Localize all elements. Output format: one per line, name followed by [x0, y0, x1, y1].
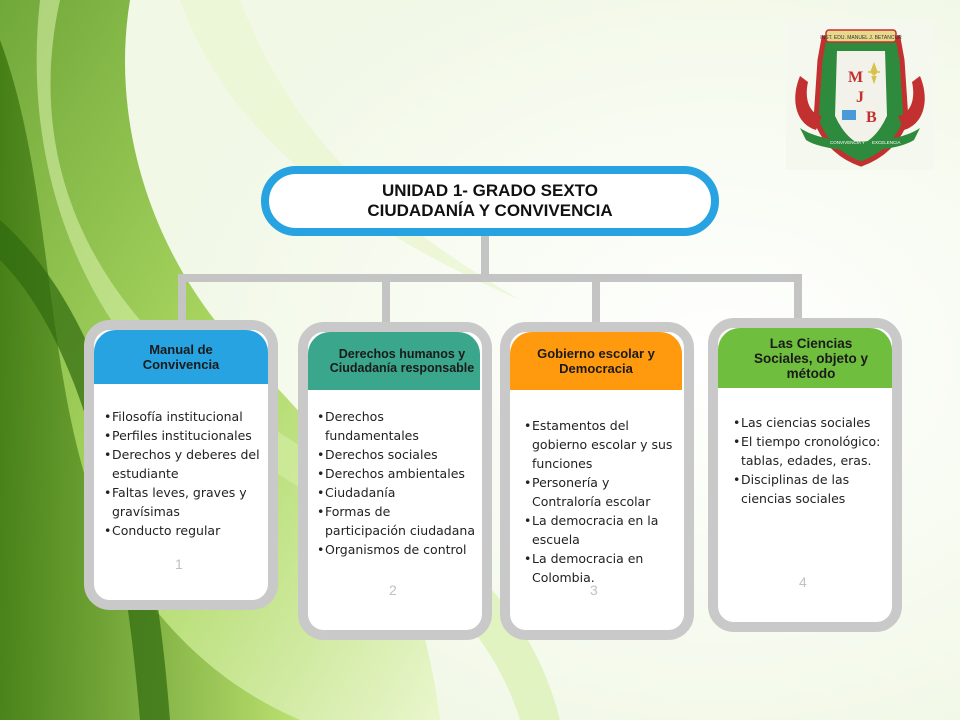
- list-item: • Derechos fundamentales: [317, 407, 475, 445]
- school-crest-logo: [786, 20, 934, 170]
- card-2-number: 2: [389, 582, 397, 598]
- card-2-header: Derechos humanos y Ciudadanía responsable: [308, 332, 480, 390]
- logo-letter-j: J: [856, 89, 864, 106]
- logo-ribbon-right: EXCELENCIA: [872, 140, 901, 145]
- logo-banner-text: INST. EDU. MANUEL J. BETANCUR: [820, 35, 902, 41]
- list-item: • Faltas leves, graves y gravísimas: [104, 483, 264, 521]
- list-item: • Perfiles institucionales: [104, 426, 264, 445]
- list-item: • Ciudadanía: [317, 483, 475, 502]
- list-item: • Derechos ambientales: [317, 464, 475, 483]
- unit-title-line-2: CIUDADANÍA Y CONVIVENCIA: [367, 201, 613, 220]
- card-3-header: Gobierno escolar y Democracia: [510, 332, 682, 390]
- list-item: • Derechos sociales: [317, 445, 475, 464]
- logo-ribbon-left: CONVIVENCIA Y: [830, 140, 865, 145]
- list-item: • Conducto regular: [104, 521, 264, 540]
- card-2-list: [317, 407, 475, 559]
- list-item: • Personería y Contraloría escolar: [524, 473, 676, 511]
- list-item: • El tiempo cronológico: tablas, edades, eras.: [733, 432, 883, 470]
- list-item: • Filosofía institucional: [104, 407, 264, 426]
- list-item: • Derechos y deberes del estudiante: [104, 445, 264, 483]
- list-item: • Disciplinas de las ciencias sociales: [733, 470, 883, 508]
- card-3-number: 3: [590, 582, 598, 598]
- list-item: • Organismos de control: [317, 540, 475, 559]
- card-1-list: [104, 407, 264, 540]
- list-item: • Estamentos del gobierno escolar y sus funciones: [524, 416, 676, 473]
- list-item: • Formas de participación ciudadana: [317, 502, 475, 540]
- connector-trunk: [481, 236, 489, 278]
- connector-drop-3: [592, 278, 600, 328]
- list-item: • La democracia en Colombia.: [524, 549, 676, 587]
- connector-bar: [178, 274, 802, 282]
- card-1-header: Manual de Convivencia: [94, 330, 268, 384]
- connector-drop-2: [382, 278, 390, 328]
- card-4-list: [733, 413, 883, 508]
- logo-letter-m: M: [848, 69, 864, 86]
- unit-title-box: [261, 166, 719, 236]
- unit-title-line-1: UNIDAD 1- GRADO SEXTO: [382, 181, 598, 200]
- card-4-header: Las Ciencias Sociales, objeto y método: [718, 328, 892, 388]
- list-item: • La democracia en la escuela: [524, 511, 676, 549]
- card-4-number: 4: [799, 574, 807, 590]
- card-3-list: [524, 416, 676, 587]
- logo-letter-b: B: [866, 109, 877, 126]
- list-item: • Las ciencias sociales: [733, 413, 883, 432]
- card-1-number: 1: [175, 556, 183, 572]
